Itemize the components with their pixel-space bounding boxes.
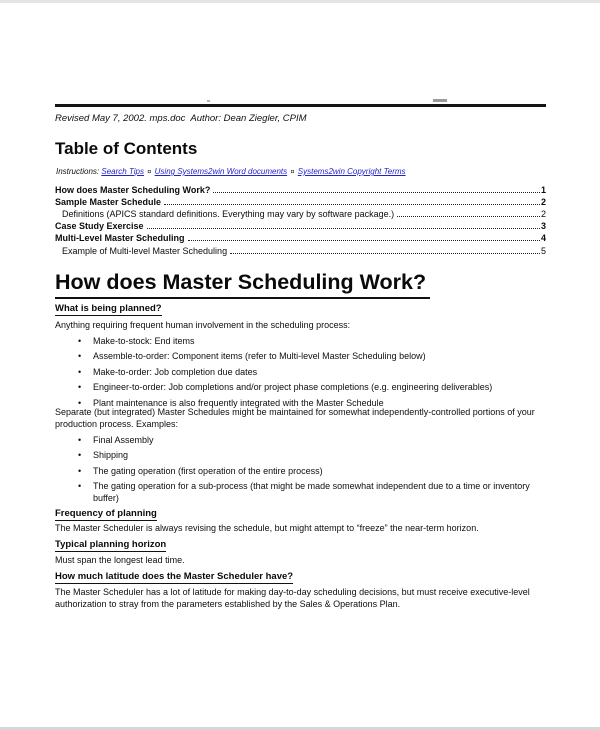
separator-glyph: ¤ <box>147 167 152 176</box>
list-item-text: Shipping <box>93 450 129 461</box>
paragraph: Separate (but integrated) Master Schedules might be maintained for somewhat independently-controlled portions of your production process. Examples: <box>55 407 535 429</box>
table-of-contents <box>55 183 546 256</box>
toc-entry-page: 3 <box>540 221 546 232</box>
toc-entry <box>55 207 546 219</box>
instructions-label: Instructions: <box>56 167 100 176</box>
toc-entry <box>55 219 546 231</box>
list-item-text: The gating operation (first operation of the entire process) <box>93 465 323 476</box>
toc-entry-page: 2 <box>540 209 546 220</box>
article-title: How does Master Scheduling Work? <box>55 270 430 299</box>
link-search-tips[interactable]: Search Tips <box>101 167 144 176</box>
paragraph: Anything requiring frequent human involvement in the scheduling process: <box>55 320 351 330</box>
list-item-text: The gating operation for a sub-process (that might be made somewhat independent due to a time or inventory buffer) <box>93 481 530 503</box>
list-item <box>55 351 546 361</box>
toc-entry <box>55 195 546 207</box>
paragraph: The Master Scheduler is always revising the schedule, but might attempt to “freeze” the near-term horizon. <box>55 523 479 533</box>
toc-entry-page: 2 <box>540 197 546 208</box>
toc-title: Table of Contents <box>55 139 198 158</box>
bullet-list <box>55 336 546 413</box>
dot-leader <box>147 228 540 229</box>
list-item-text: Final Assembly <box>93 435 154 445</box>
bullet-icon: • <box>78 336 82 346</box>
bullet-icon: • <box>78 382 82 393</box>
revised-line: Revised May 7, 2002. mps.doc Author: Dean Ziegler, CPIM <box>55 113 307 124</box>
toc-entry-label: Case Study Exercise <box>55 221 144 232</box>
toc-entry-label: Example of Multi-level Master Scheduling <box>62 245 228 256</box>
separator-glyph: ¤ <box>290 167 295 176</box>
bullet-icon: • <box>78 397 82 408</box>
list-item <box>55 481 546 504</box>
toc-entry <box>55 183 546 195</box>
list-item-text: Plant maintenance is also frequently integrated with the Master Schedule <box>93 397 384 408</box>
dot-leader <box>164 204 540 205</box>
bullet-icon: • <box>78 450 82 461</box>
header-rule <box>55 104 546 107</box>
header-artifact-dash <box>433 99 447 102</box>
section-heading-frequency-of-planning: Frequency of planning <box>55 508 157 519</box>
section-heading-how-much-latitude: How much latitude does the Master Scheduler have? <box>55 571 294 582</box>
list-item <box>55 336 546 346</box>
list-item <box>55 435 546 445</box>
list-item <box>55 450 546 460</box>
section-heading-typical-planning-horizon: Typical planning horizon <box>55 539 167 550</box>
toc-instructions <box>56 167 546 176</box>
link-using-systems2win-word-documents[interactable]: Using Systems2win Word documents <box>154 167 288 176</box>
toc-entry-label: Multi-Level Master Scheduling <box>55 233 185 244</box>
bullet-icon: • <box>78 435 82 445</box>
list-item-text: Engineer-to-order: Job completions and/or project phase completions (e.g. engineering deliverables) <box>93 382 493 393</box>
toc-entry <box>55 243 546 255</box>
list-item-text: Assemble-to-order: Component items (refer to Multi-level Master Scheduling below) <box>93 351 426 362</box>
toc-entry-label: Sample Master Schedule <box>55 197 162 208</box>
list-item-text: Make-to-order: Job completion due dates <box>93 366 258 377</box>
dot-leader <box>230 253 540 254</box>
list-item <box>55 382 546 392</box>
toc-entry-page: 4 <box>540 233 546 244</box>
dot-leader <box>397 216 540 217</box>
toc-entry-label: Definitions (APICS standard definitions. Everything may vary by software package.) <box>62 209 395 220</box>
toc-entry-page: 5 <box>540 245 546 256</box>
toc-entry-page: 1 <box>540 185 546 196</box>
toc-entry-label: How does Master Scheduling Work? <box>55 185 211 196</box>
toc-entry <box>55 231 546 243</box>
bullet-icon: • <box>78 465 82 476</box>
list-item-text: Make-to-stock: End items <box>93 336 195 346</box>
dot-leader <box>213 192 540 193</box>
bullet-icon: • <box>78 366 82 377</box>
header-artifact-dot <box>207 100 210 102</box>
paragraph: Must span the longest lead time. <box>55 555 185 565</box>
top-edge-strip <box>0 0 600 3</box>
list-item <box>55 367 546 377</box>
list-item <box>55 466 546 476</box>
bullet-list <box>55 435 546 510</box>
section-heading-what-is-being-planned: What is being planned? <box>55 303 162 314</box>
paragraph: The Master Scheduler has a lot of latitude for making day-to-day scheduling decisions, but must receive executive-level authorization to stray from the parameters established by the Sales & Operations Plan. <box>55 587 530 609</box>
link-systems2win-copyright-terms[interactable]: Systems2win Copyright Terms <box>297 167 406 176</box>
bullet-icon: • <box>78 481 82 492</box>
bullet-icon: • <box>78 351 82 362</box>
dot-leader <box>188 240 540 241</box>
